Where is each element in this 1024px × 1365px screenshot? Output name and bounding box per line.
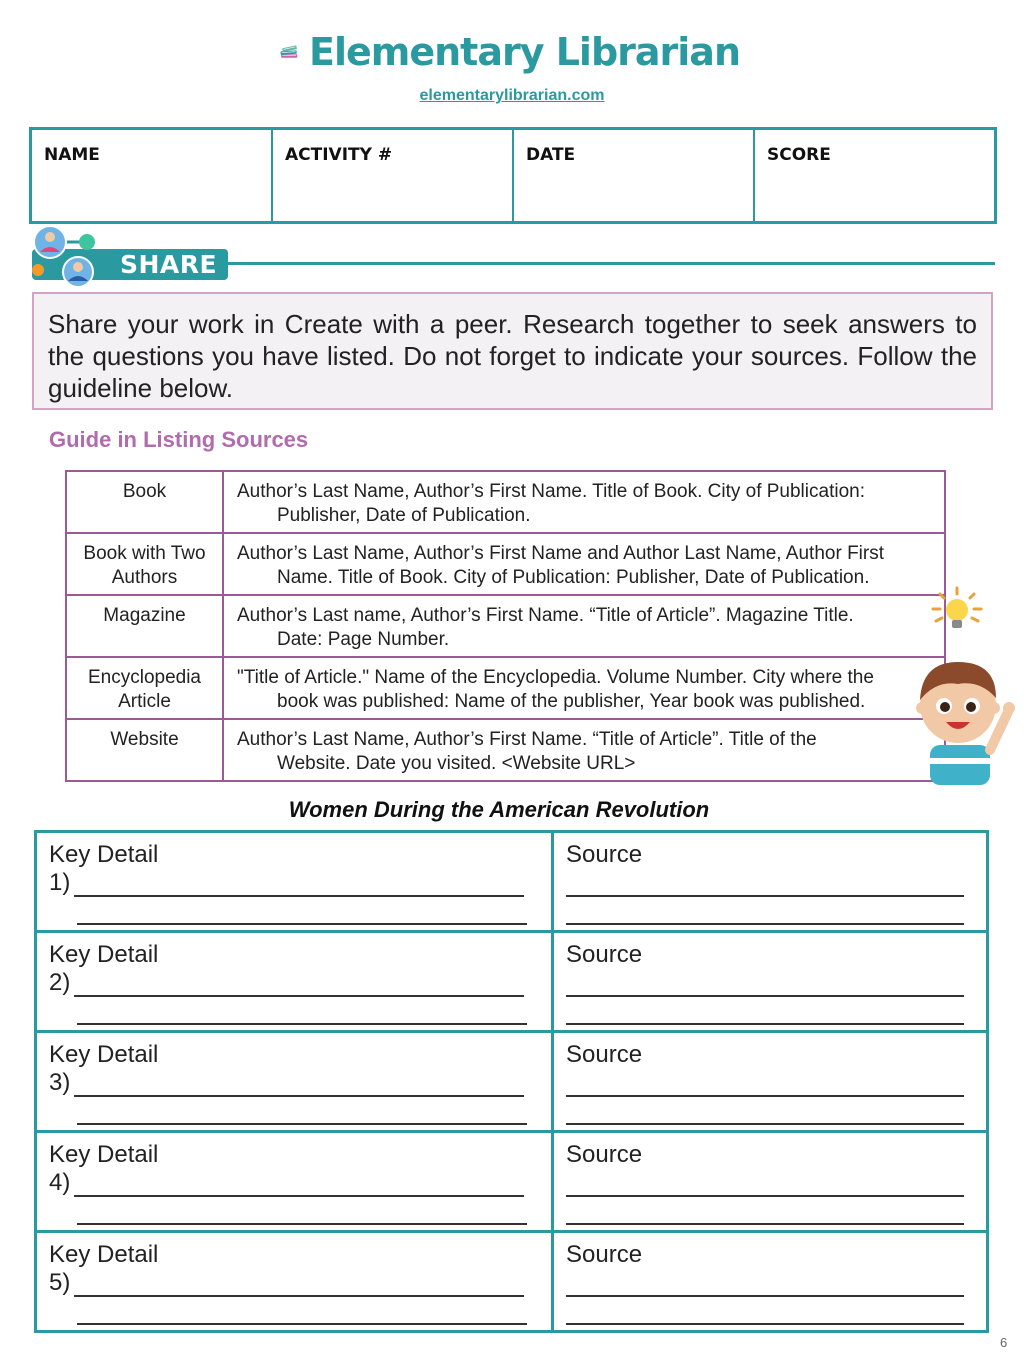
source-line[interactable] [566,903,964,925]
source-type: Website [66,719,223,781]
key-detail-label: Key Detail [49,841,159,868]
source-label: Source [566,1141,643,1168]
key-detail-cell[interactable] [37,1233,554,1333]
source-format: Author’s Last Name, Author’s First Name and Author Last Name, Author First Name. Title of Book. City of Publication: Publisher, Date of Publication. [223,533,945,595]
source-type: Book with Two Authors [66,533,223,595]
source-line[interactable] [566,1203,964,1225]
answer-line[interactable] [74,1075,524,1097]
source-cell[interactable] [554,1033,986,1130]
answer-line[interactable] [74,875,524,897]
score-field[interactable]: SCORE [767,145,831,165]
student-info-table [29,127,997,224]
key-detail-cell[interactable] [37,1133,554,1230]
answer-line[interactable] [77,1303,527,1325]
answer-line[interactable] [77,1103,527,1125]
logo-text: Elementary Librarian [308,30,740,74]
source-line[interactable] [566,1103,964,1125]
table-row [37,1133,986,1233]
activity-field[interactable]: ACTIVITY # [273,130,514,221]
key-detail-label: Key Detail [49,1141,159,1168]
source-label: Source [566,841,643,868]
source-line[interactable] [566,1275,964,1297]
key-detail-table [34,830,989,1333]
key-detail-cell[interactable] [37,833,554,930]
page-number: 6 [1000,1335,1008,1350]
source-format: Author’s Last Name, Author’s First Name. “Title of Article”. Title of the Website. Date you visited. <Website URL> [223,719,945,781]
row-number: 5) [49,1269,71,1296]
share-heading: SHARE [32,249,228,280]
table-row [37,1233,986,1333]
key-detail-cell[interactable] [37,933,554,1030]
worksheet-title: Women During the American Revolution [288,797,710,822]
lightbulb-icon [928,585,986,635]
source-cell[interactable] [554,1233,986,1333]
table-row [66,657,945,719]
answer-line[interactable] [74,975,524,997]
table-row [66,533,945,595]
logo [280,22,740,82]
row-number: 2) [49,969,71,996]
table-row [66,719,945,781]
answer-line[interactable] [77,1003,527,1025]
answer-line[interactable] [74,1275,524,1297]
source-format: Author’s Last Name, Author’s First Name. Title of Book. City of Publication: Publisher, Date of Publication. [223,471,945,533]
key-detail-label: Key Detail [49,1241,159,1268]
books-icon [280,26,299,78]
table-row [37,933,986,1033]
sources-guide-table [65,470,946,782]
people-network-icon [28,224,108,292]
table-row [66,595,945,657]
answer-line[interactable] [74,1175,524,1197]
name-field[interactable]: NAME [32,130,273,221]
source-format: "Title of Article." Name of the Encyclopedia. Volume Number. City where the book was published: Name of the publisher, Year book was published. [223,657,945,719]
share-instructions: Share your work in Create with a peer. Research together to seek answers to the questions you have listed. Do not forget to indicate your sources. Follow the guideline below. [32,292,993,410]
answer-line[interactable] [77,903,527,925]
date-field[interactable]: DATE [514,130,755,221]
table-row [66,471,945,533]
source-label: Source [566,1241,643,1268]
source-type: Encyclopedia Article [66,657,223,719]
source-line[interactable] [566,1075,964,1097]
source-label: Source [566,941,643,968]
key-detail-cell[interactable] [37,1033,554,1130]
source-line[interactable] [566,875,964,897]
source-line[interactable] [566,1303,964,1325]
source-type: Magazine [66,595,223,657]
answer-line[interactable] [77,1203,527,1225]
guide-title: Guide in Listing Sources [49,427,309,452]
key-detail-label: Key Detail [49,1041,159,1068]
table-row [37,833,986,933]
source-line[interactable] [566,975,964,997]
row-number: 1) [49,869,71,896]
row-number: 3) [49,1069,71,1096]
site-link[interactable]: elementarylibrarian.com [419,87,605,104]
share-divider [200,262,995,265]
source-line[interactable] [566,1175,964,1197]
source-type: Book [66,471,223,533]
row-number: 4) [49,1169,71,1196]
source-format: Author’s Last name, Author’s First Name. “Title of Article”. Magazine Title. Date: Page Number. [223,595,945,657]
source-label: Source [566,1041,643,1068]
key-detail-label: Key Detail [49,941,159,968]
boy-pointing-illustration [910,650,1020,785]
table-row [37,1033,986,1133]
source-line[interactable] [566,1003,964,1025]
source-cell[interactable] [554,1133,986,1230]
source-cell[interactable] [554,933,986,1030]
source-cell[interactable] [554,833,986,930]
